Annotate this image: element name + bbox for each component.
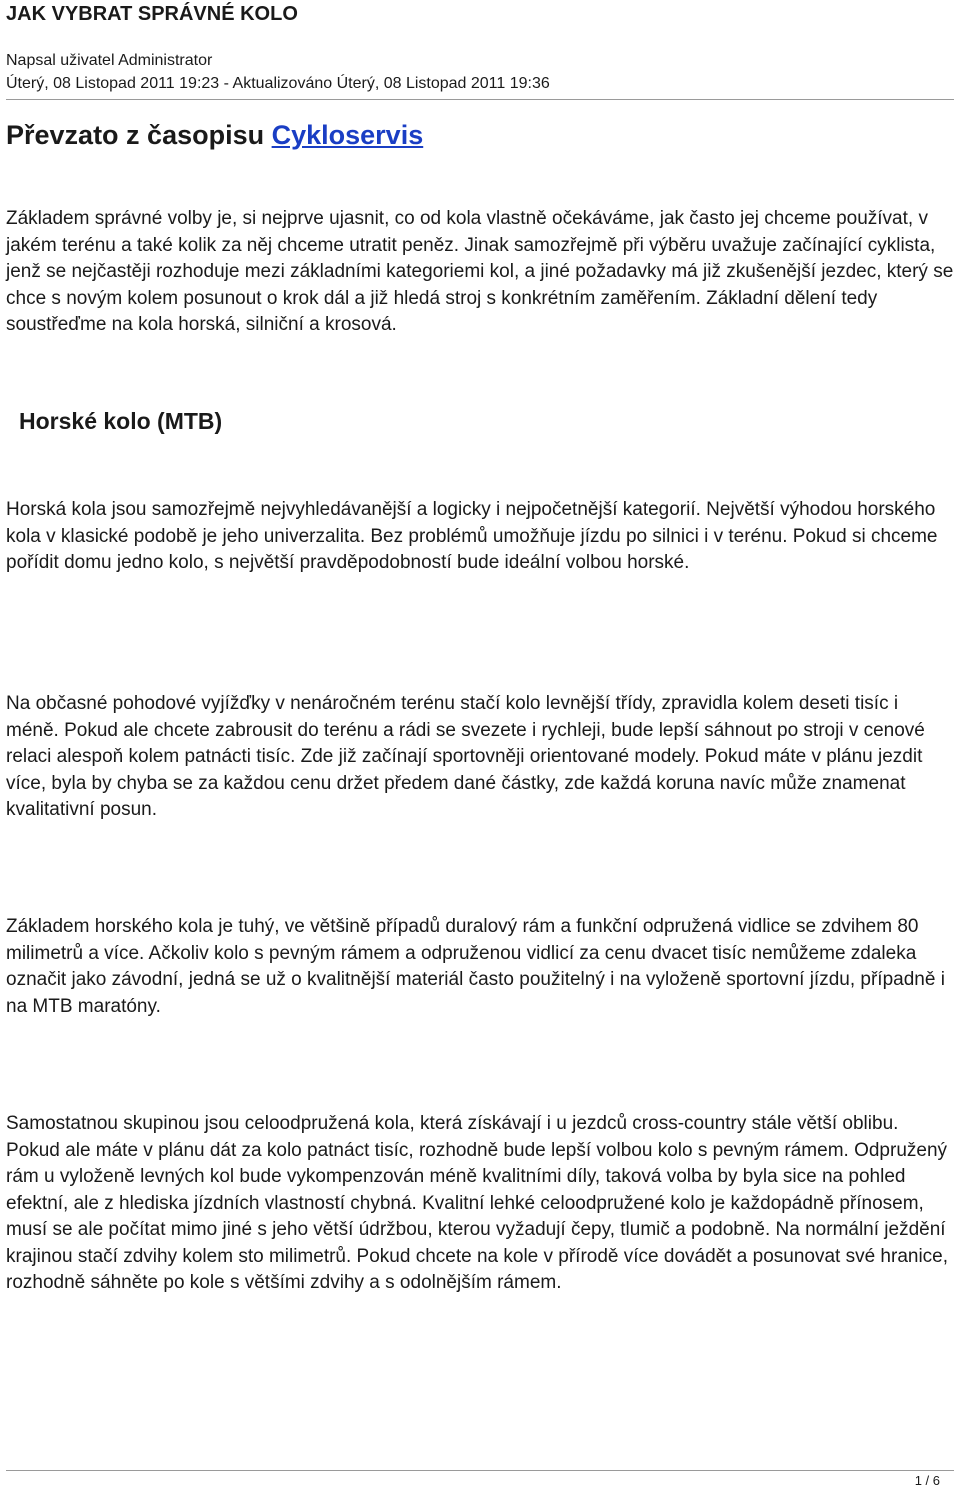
cykloservis-link[interactable]: Cykloservis [271,120,424,150]
section-paragraph-3: Základem horského kola je tuhý, ve většině případů duralový rám a funkční odpružená vidlice se zdvihem 80 milimetrů a více. Ačkoliv kolo s pevným rámem a odpruženou vidlicí za cenu dvacet tisíc nemůžeme zdaleka označit jako závodní, jedná se už o kvalitnější materiál často použitelný i na vyloženě sportovní jízdu, případně i na MTB maratóny. [6,916,945,1017]
source-heading [6,118,423,152]
section-paragraph-2: Na občasné pohodové vyjížďky v nenáročném terénu stačí kolo levnější třídy, zpravidla kolem deseti tisíc i méně. Pokud ale chcete zabrousit do terénu a rádi se svezete i rychleji, bude lepší sáhnout po stroji v cenové relaci alespoň kolem patnácti tisíc. Zde již začínají sportovněji orientované modely. Pokud máte v plánu jezdit více, byla by chyba se za každou cenu držet předem dané částky, zde každá koruna navíc může znamenat kvalitativní posun. [6,693,925,820]
section-heading-mtb: Horské kolo (MTB) [19,408,223,434]
section-paragraph-1: Horská kola jsou samozřejmě nejvyhledávanější a logicky i nejpočetnější kategorií. Největší výhodou horského kola v klasické podobě je jeho univerzalita. Bez problémů umožňuje jízdu po silnici i v terénu. Pokud si chceme pořídit domu jedno kolo, s největší pravděpodobností bude ideální volbou horské. [6,499,938,573]
footer-divider [6,1470,954,1471]
header-divider [6,99,954,100]
dates-line: Úterý, 08 Listopad 2011 19:23 - Aktualizováno Úterý, 08 Listopad 2011 19:36 [6,75,550,92]
page-number: 1 / 6 [914,1473,940,1488]
source-prefix: Převzato z časopisu [6,120,272,150]
intro-paragraph: Základem správné volby je, si nejprve ujasnit, co od kola vlastně očekáváme, jak často jej chceme používat, v jakém terénu a také kolik za něj chceme utratit peněz. Jinak samozřejmě při výběru uvažuje začínající cyklista, jenž se nejčastěji rozhoduje mezi základními kategoriemi kol, a jiné požadavky má již zkušenější jezdec, který se chce s novým kolem posunout o krok dál a již hledá stroj s konkrétním zaměřením. Základní dělení tedy soustřeďme na kola horská, silniční a krosová. [6,208,954,335]
author-line: Napsal uživatel Administrator [6,52,213,69]
document-title: JAK VYBRAT SPRÁVNÉ KOLO [6,3,298,25]
section-paragraph-4: Samostatnou skupinou jsou celoodpružená kola, která získávají i u jezdců cross-country stále větší oblibu. Pokud ale máte v plánu dát za kolo patnáct tisíc, rozhodně bude lepší volbou kolo s pevným rámem. Odpružený rám u vyloženě levných kol bude vykompenzován méně kvalitními díly, taková volba by byla sice na pohled efektní, ale z hlediska jízdních vlastností chybná. Kvalitní lehké celoodpružené kolo je každopádně přínosem, musí se ale počítat mimo jiné s jeho větší údržbou, kterou vyžadují čepy, tlumič a podobně. Na normální ježdění krajinou stačí zdvihy kolem sto milimetrů. Pokud chcete na kole v přírodě více dovádět a posunovat své hranice, rozhodně sáhněte po kole s většími zdvihy a s odolnějším rámem. [6,1113,949,1293]
